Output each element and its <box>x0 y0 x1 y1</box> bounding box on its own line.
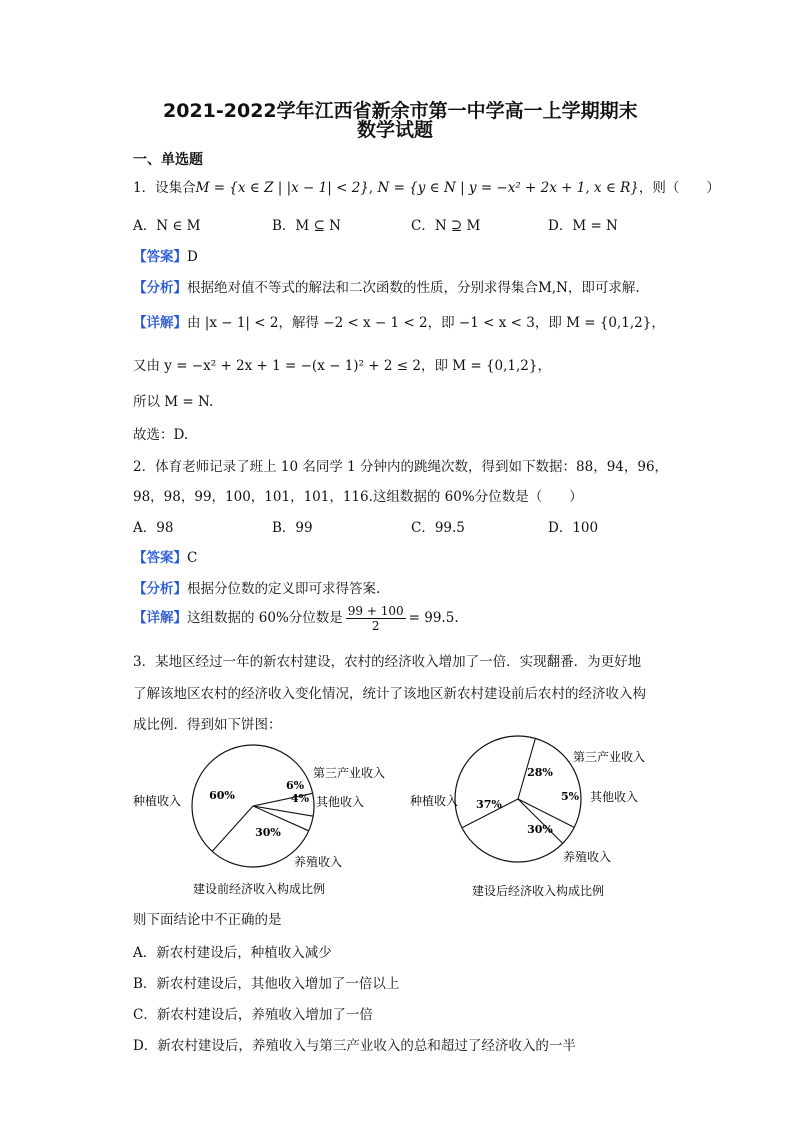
pie-slice-value-label: 60% <box>209 789 235 802</box>
q1-detail-line3: 所以 M = N. <box>133 394 214 410</box>
pie-slice-value-label: 5% <box>560 790 580 803</box>
pie-category-label: 种植收入 <box>410 794 459 808</box>
q1-stem: 1．设集合M = {x ∈ Z | |x − 1| < 2}, N = {y ∈ N | y = −x² + 2x + 1, x ∈ R}，则（ ） <box>133 180 720 196</box>
q3-option-b: B．新农村建设后，其他收入增加了一倍以上 <box>133 976 400 992</box>
pie-category-label: 其他收入 <box>316 795 365 809</box>
fraction-numerator: 99 + 100 <box>347 604 404 618</box>
q1-stem-prefix: 1．设集合 <box>133 180 196 196</box>
analysis-tag: 【分析】 <box>133 581 187 597</box>
pie-slice-value-label: 6% <box>285 779 305 792</box>
q2-answer: C <box>187 550 198 566</box>
pie-slice-value-label: 28% <box>527 766 553 779</box>
section-heading: 一、单选题 <box>133 152 203 168</box>
q3-stem-line1: 3．某地区经过一年的新农村建设，农村的经济收入增加了一倍．实现翻番．为更好地 <box>133 654 642 670</box>
pie-slice-value-label: 37% <box>476 798 502 811</box>
q1-detail-line4: 故选：D. <box>133 427 189 443</box>
q1-option-c: C．N ⊇ M <box>411 218 481 234</box>
pie-chart-after <box>410 736 645 898</box>
q3-question: 则下面结论中不正确的是 <box>133 912 282 928</box>
q1-detail-line2: 又由 y = −x² + 2x + 1 = −(x − 1)² + 2 ≤ 2，即 M = {0,1,2}， <box>133 358 551 374</box>
detail-tag: 【详解】 <box>133 315 187 331</box>
answer-tag: 【答案】 <box>133 550 187 566</box>
pie-chart-before <box>133 745 385 896</box>
pie-category-label: 养殖收入 <box>294 855 343 869</box>
q3-stem-line2: 了解该地区农村的经济收入变化情况，统计了该地区新农村建设前后农村的经济收入构 <box>133 686 646 702</box>
q3-option-c: C．新农村建设后，养殖收入增加了一倍 <box>133 1007 373 1023</box>
q1-detail1: 由 |x − 1| < 2，解得 −2 < x − 1 < 2，即 −1 < x < 3，即 M = {0,1,2}， <box>187 315 665 331</box>
fraction-denominator: 2 <box>371 619 380 633</box>
q2-option-c: C．99.5 <box>411 520 465 536</box>
q2-option-a: A．98 <box>133 520 174 536</box>
q2-analysis: 根据分位数的定义即可求得答案. <box>187 581 381 597</box>
pie-chart-title: 建设前经济收入构成比例 <box>192 882 326 896</box>
pie-category-label: 第三产业收入 <box>313 766 386 780</box>
q1-option-d: D．M = N <box>548 218 618 234</box>
page-subtitle: 数学试题 <box>357 119 434 141</box>
pie-category-label: 种植收入 <box>133 794 182 808</box>
pie-slice-value-label: 30% <box>255 826 281 839</box>
q2-detail-suffix: = 99.5. <box>408 610 459 626</box>
q2-option-d: D．100 <box>548 520 599 536</box>
detail-tag: 【详解】 <box>133 610 187 626</box>
pie-category-label: 其他收入 <box>590 790 639 804</box>
page-title: 2021-2022学年江西省新余市第一中学高一上学期期末 <box>163 100 638 122</box>
pie-category-label: 养殖收入 <box>563 850 612 864</box>
q2-option-b: B．99 <box>272 520 313 536</box>
q1-option-b: B．M ⊆ N <box>272 218 341 234</box>
q2-stem-line2: 98，98，99，100，101，101，116.这组数据的 60%分位数是（ ） <box>133 489 583 505</box>
q1-analysis: 根据绝对值不等式的解法和二次函数的性质，分别求得集合M,N，即可求解. <box>187 280 640 296</box>
pie-chart-title: 建设后经济收入构成比例 <box>471 884 605 898</box>
pie-category-label: 第三产业收入 <box>573 750 646 764</box>
q2-stem-line1: 2．体育老师记录了班上 10 名同学 1 分钟内的跳绳次数，得到如下数据：88，94，96， <box>133 459 669 475</box>
q3-stem-line3: 成比例．得到如下饼图： <box>133 717 282 733</box>
answer-tag: 【答案】 <box>133 249 187 265</box>
q1-stem-suffix: ，则（ ） <box>638 180 720 196</box>
pie-slice-value-label: 4% <box>290 792 310 805</box>
q2-detail-prefix: 这组数据的 60%分位数是 <box>187 610 343 626</box>
analysis-tag: 【分析】 <box>133 280 187 296</box>
q1-set-n: N = {y ∈ N | y = −x² + 2x + 1, x ∈ R} <box>377 180 639 196</box>
q3-option-d: D．新农村建设后，养殖收入与第三产业收入的总和超过了经济收入的一半 <box>133 1038 576 1054</box>
q1-set-m: M = {x ∈ Z | |x − 1| < 2} <box>195 180 369 196</box>
pie-slice-value-label: 30% <box>527 823 553 836</box>
q1-option-a: A．N ∈ M <box>133 218 201 234</box>
q1-answer: D <box>187 249 198 265</box>
q3-option-a: A．新农村建设后，种植收入减少 <box>133 945 332 961</box>
